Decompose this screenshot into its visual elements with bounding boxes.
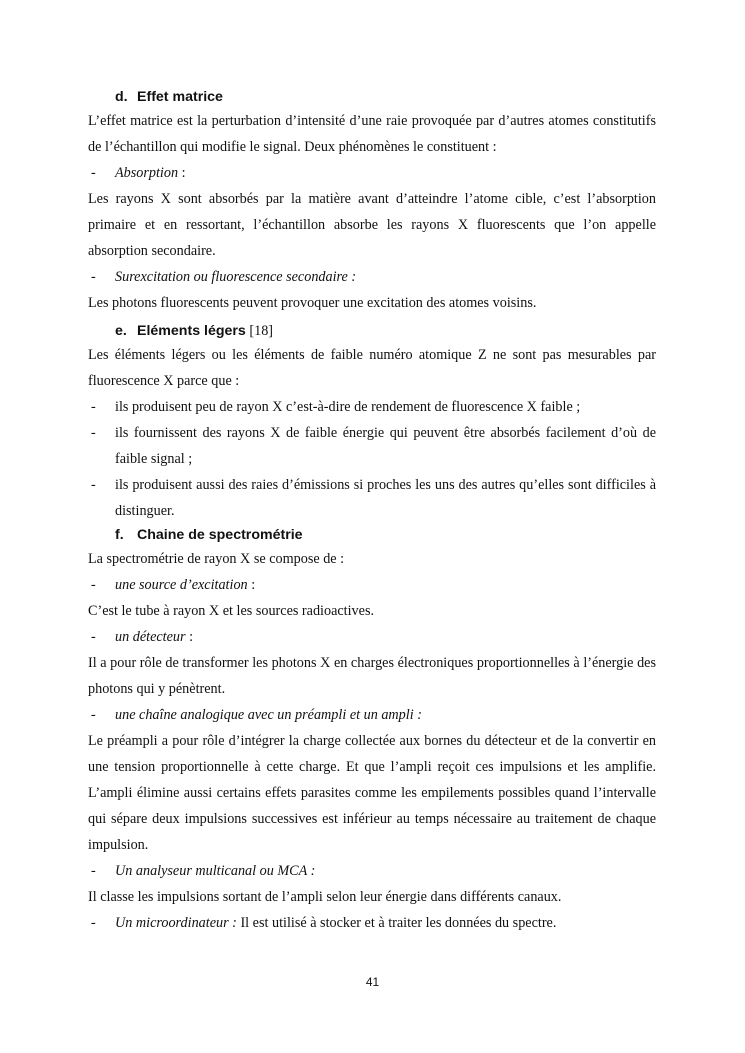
list-item: - ils fournissent des rayons X de faible énergie qui peuvent être absorbés facilement d’où de faible signal ; bbox=[88, 420, 656, 472]
paragraph: C’est le tube à rayon X et les sources radioactives. bbox=[88, 603, 375, 619]
heading-title: Effet matrice bbox=[137, 89, 223, 105]
dash-marker: - bbox=[91, 915, 96, 931]
item-label: Un microordinateur : bbox=[115, 915, 237, 931]
paragraph: Le préampli a pour rôle d’intégrer la charge collectée aux bornes du détecteur et de la convertir en une tension proportionnelle à cette charge. Et que l’ampli reçoit ces impulsions et les amplifie. L’ampli élimine aussi certains effets parasites comme les empilements possibles quand l’intervalle qui sépare deux impulsions successives est inférieur au temps nécessaire au traitement de chaque impulsion. bbox=[88, 733, 656, 853]
section-heading-elements-legers bbox=[88, 320, 656, 342]
dash-marker: - bbox=[91, 425, 96, 441]
dash-marker: - bbox=[91, 269, 96, 285]
list-item: - Absorption : bbox=[88, 160, 656, 186]
dash-marker: - bbox=[91, 629, 96, 645]
dash-marker: - bbox=[91, 707, 96, 723]
paragraph: Les éléments légers ou les éléments de faible numéro atomique Z ne sont pas mesurables par fluorescence X parce que : bbox=[88, 347, 656, 389]
page-number: 41 bbox=[365, 975, 380, 989]
paragraph: Les rayons X sont absorbés par la matière avant d’atteindre l’atome cible, c’est l’absorption primaire et en ressortant, l’échantillon absorbe les rayons X fluorescents que l’on appelle absorption secondaire. bbox=[88, 191, 656, 259]
dash-marker: - bbox=[91, 477, 96, 493]
item-label: un détecteur bbox=[115, 629, 186, 645]
list-item bbox=[88, 264, 656, 290]
list-item: - une source d’excitation : bbox=[88, 572, 656, 598]
item-label: Absorption bbox=[115, 165, 179, 181]
item-label: une chaîne analogique avec un préampli et un ampli : bbox=[115, 707, 422, 723]
section-heading-effet-matrice bbox=[88, 86, 656, 108]
item-label: une source d’excitation bbox=[115, 577, 248, 593]
dash-marker: - bbox=[91, 399, 96, 415]
list-item: - ils produisent aussi des raies d’émissions si proches les uns des autres qu’elles sont difficiles à distinguer. bbox=[88, 472, 656, 524]
paragraph: La spectrométrie de rayon X se compose de : bbox=[88, 551, 345, 567]
list-item: - Un microordinateur : Il est utilisé à stocker et à traiter les données du spectre. bbox=[88, 910, 656, 936]
item-label: Surexcitation ou fluorescence secondaire : bbox=[115, 269, 357, 285]
page-content bbox=[88, 86, 656, 936]
paragraph: Les photons fluorescents peuvent provoquer une excitation des atomes voisins. bbox=[88, 295, 537, 311]
heading-title: Eléments légers bbox=[137, 323, 246, 339]
item-label: Un analyseur multicanal ou MCA : bbox=[115, 863, 316, 879]
paragraph: L’effet matrice est la perturbation d’intensité d’une raie provoquée par d’autres atomes constitutifs de l’échantillon qui modifie le signal. Deux phénomènes le constituent : bbox=[88, 113, 656, 155]
heading-letter: d. bbox=[115, 89, 128, 105]
dash-marker: - bbox=[91, 165, 96, 181]
dash-marker: - bbox=[91, 863, 96, 879]
heading-letter: e. bbox=[115, 323, 127, 339]
list-item: - ils produisent peu de rayon X c’est-à-dire de rendement de fluorescence X faible ; bbox=[88, 394, 656, 420]
dash-marker: - bbox=[91, 577, 96, 593]
paragraph: Il a pour rôle de transformer les photons X en charges électroniques proportionnelles à l’énergie des photons qui y pénètrent. bbox=[88, 655, 656, 697]
list-item: - un détecteur : bbox=[88, 624, 656, 650]
heading-title: Chaine de spectrométrie bbox=[137, 527, 303, 543]
list-item bbox=[88, 858, 656, 884]
heading-letter: f. bbox=[115, 527, 124, 543]
section-heading-chaine-spectrometrie bbox=[88, 524, 656, 546]
reference-citation: [18] bbox=[245, 323, 274, 339]
paragraph: Il classe les impulsions sortant de l’ampli selon leur énergie dans différents canaux. bbox=[88, 889, 562, 905]
list-item bbox=[88, 702, 656, 728]
